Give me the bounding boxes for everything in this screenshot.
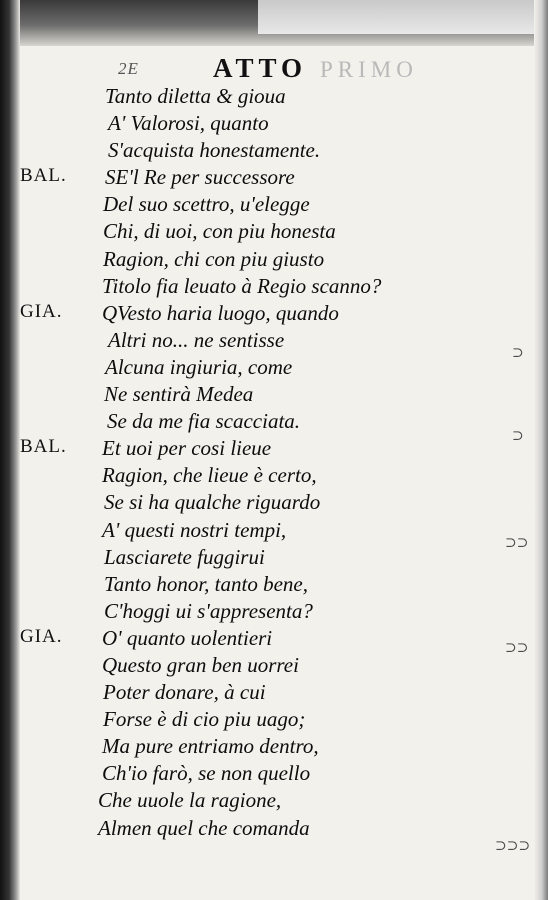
verse-text: Poter donare, à cui bbox=[103, 680, 266, 705]
verse-line bbox=[0, 301, 548, 328]
verse-text: Ragion, chi con piu giusto bbox=[103, 246, 325, 271]
margin-mark: ⊃⊃ bbox=[505, 641, 529, 656]
speaker-label: BAL. bbox=[20, 436, 67, 458]
verse-line bbox=[0, 599, 548, 626]
verse-line bbox=[0, 355, 548, 382]
verse-text: Se si ha qualche riguardo bbox=[104, 490, 321, 515]
verse-line bbox=[0, 463, 548, 490]
verse-text: Alcuna ingiuria, come bbox=[105, 354, 293, 379]
verse-dialogue bbox=[0, 84, 548, 843]
margin-mark: ⊃⊃ bbox=[505, 536, 529, 551]
running-header bbox=[0, 55, 548, 85]
bleed-through-title: PRIMO bbox=[320, 57, 418, 82]
verse-line bbox=[0, 328, 548, 355]
verse-text: O' quanto uolentieri bbox=[102, 625, 273, 650]
verse-text: Forse è di cio piu uago; bbox=[103, 707, 306, 732]
verse-text: S'acquista honestamente. bbox=[108, 138, 321, 163]
verse-text: Ragion, che lieue è certo, bbox=[102, 463, 317, 488]
verse-text: Ch'io farò, se non quello bbox=[102, 761, 311, 786]
verse-line bbox=[0, 734, 548, 761]
verse-text: Lasciarete fuggirui bbox=[104, 544, 265, 569]
verse-line bbox=[0, 545, 548, 572]
verse-text: Questo gran ben uorrei bbox=[102, 652, 299, 677]
verse-line bbox=[0, 788, 548, 815]
verse-line bbox=[0, 816, 548, 843]
verse-line bbox=[0, 707, 548, 734]
margin-mark: ⊃ bbox=[512, 429, 524, 444]
verse-text: Chi, di uoi, con piu honesta bbox=[103, 219, 336, 244]
running-title: ATTO bbox=[213, 53, 308, 83]
verse-text: Almen quel che comanda bbox=[98, 815, 310, 840]
verse-line bbox=[0, 436, 548, 463]
verse-line bbox=[0, 382, 548, 409]
verse-text: C'hoggi ui s'appresenta? bbox=[104, 598, 313, 623]
verse-line bbox=[0, 165, 548, 192]
verse-line bbox=[0, 138, 548, 165]
verse-line bbox=[0, 490, 548, 517]
verse-text: Del suo scettro, u'elegge bbox=[103, 192, 310, 217]
speaker-label: GIA. bbox=[20, 300, 63, 322]
verse-text: Titolo fia leuato à Regio scanno? bbox=[102, 273, 382, 298]
verse-line bbox=[0, 680, 548, 707]
speaker-label: BAL. bbox=[20, 165, 67, 187]
verse-text: A' questi nostri tempi, bbox=[102, 517, 287, 542]
verse-text: Tanto honor, tanto bene, bbox=[104, 571, 308, 596]
folio-number: 2E bbox=[118, 59, 139, 78]
verse-text: Ma pure entriamo dentro, bbox=[102, 734, 319, 759]
verse-line bbox=[0, 761, 548, 788]
verse-text: Se da me fia scacciata. bbox=[107, 409, 301, 434]
verse-text: Altri no... ne sentisse bbox=[108, 327, 285, 352]
verse-text: Ne sentirà Medea bbox=[104, 382, 254, 407]
verse-text: A' Valorosi, quanto bbox=[108, 111, 269, 136]
verse-text: QVesto haria luogo, quando bbox=[102, 300, 339, 325]
verse-line bbox=[0, 111, 548, 138]
speaker-label: GIA. bbox=[20, 625, 63, 647]
verse-line bbox=[0, 626, 548, 653]
margin-mark: ⊃⊃⊃ bbox=[495, 839, 531, 854]
verse-line bbox=[0, 219, 548, 246]
verse-line bbox=[0, 192, 548, 219]
verse-line bbox=[0, 572, 548, 599]
verse-line bbox=[0, 84, 548, 111]
verse-line bbox=[0, 274, 548, 301]
verse-text: Et uoi per cosi lieue bbox=[102, 436, 272, 461]
verse-text: SE'l Re per successore bbox=[105, 165, 295, 190]
verse-text: Che uuole la ragione, bbox=[98, 788, 282, 813]
page-top-strip bbox=[258, 0, 548, 34]
margin-mark: ⊃ bbox=[512, 346, 524, 361]
verse-line bbox=[0, 409, 548, 436]
verse-line bbox=[0, 653, 548, 680]
verse-line bbox=[0, 518, 548, 545]
verse-line bbox=[0, 247, 548, 274]
verse-text: Tanto diletta & gioua bbox=[105, 84, 286, 108]
